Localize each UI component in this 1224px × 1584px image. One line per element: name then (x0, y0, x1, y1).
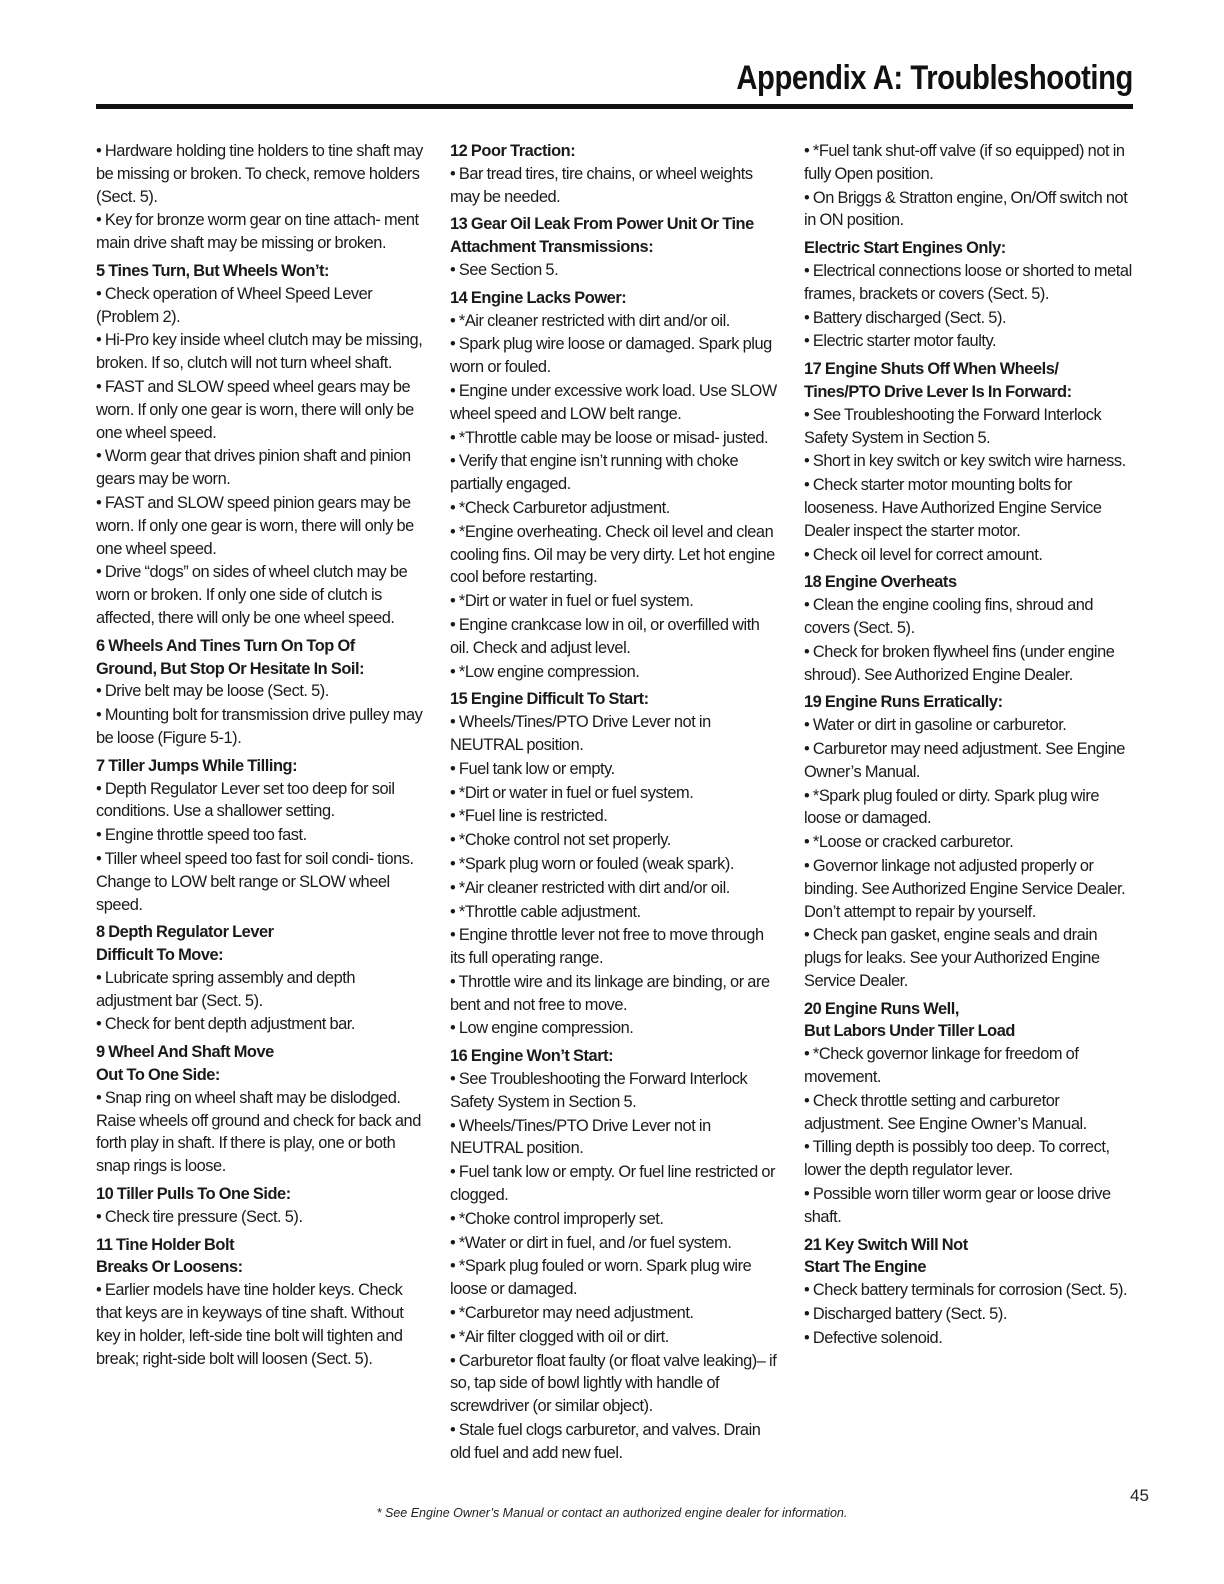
heading-line: Out To One Side: (96, 1066, 220, 1085)
list-item: • *Low engine compression. (450, 662, 640, 681)
heading-line: Start The Engine (804, 1258, 927, 1277)
list-item: • See Troubleshooting the Forward Interlock Safety System in Section 5. (804, 405, 1102, 447)
list-item: • *Water or dirt in fuel, and /or fuel system. (450, 1233, 732, 1252)
heading-line: 15 Engine Difficult To Start: (450, 690, 649, 709)
heading-line: 13 Gear Oil Leak From Power Unit Or Tine (450, 215, 754, 234)
heading-line: 8 Depth Regulator Lever (96, 923, 274, 942)
heading-line: 21 Key Switch Will Not (804, 1235, 968, 1254)
list-item: • Governor linkage not adjusted properly or binding. See Authorized Engine Service Dealer. Don’t attempt to repair by yourself. (804, 856, 1126, 921)
column-1 (96, 140, 426, 1371)
section-heading (804, 691, 1134, 714)
list-item: • On Briggs & Stratton engine, On/Off switch not in ON position. (804, 188, 1128, 230)
list-item: • Engine throttle lever not free to move through its full operating range. (450, 926, 764, 968)
list-item: • Key for bronze worm gear on tine attach- ment main drive shaft may be missing or broken. (96, 211, 419, 253)
page-header (96, 58, 1133, 109)
list-item: • Worm gear that drives pinion shaft and pinion gears may be worn. (96, 447, 411, 489)
list-item: • Short in key switch or key switch wire harness. (804, 452, 1126, 471)
list-item: • *Spark plug worn or fouled (weak spark). (450, 854, 734, 873)
list-item: • Wheels/Tines/PTO Drive Lever not in NEUTRAL position. (450, 1116, 711, 1158)
list-item: • Fuel tank low or empty. (450, 759, 615, 778)
heading-line: 6 Wheels And Tines Turn On Top Of (96, 636, 355, 655)
list-item: • *Air cleaner restricted with dirt and/or oil. (450, 311, 730, 330)
list-item: • *Throttle cable adjustment. (450, 902, 641, 921)
list-item: • Electric starter motor faulty. (804, 332, 997, 351)
list-item: • Check for bent depth adjustment bar. (96, 1015, 355, 1034)
list-item: • Mounting bolt for transmission drive pulley may be loose (Figure 5-1). (96, 706, 423, 747)
section-heading (450, 688, 780, 711)
heading-line: 20 Engine Runs Well, (804, 999, 959, 1018)
section-heading (804, 358, 1134, 404)
list-item: • FAST and SLOW speed pinion gears may be worn. If only one gear is worn, there will only be one wheel speed. (96, 493, 414, 558)
list-item: • Carburetor may need adjustment. See Engine Owner’s Manual. (804, 739, 1125, 781)
list-item: • Drive “dogs” on sides of wheel clutch may be worn or broken. If only one side of clutch is affected, there will only be one wheel speed. (96, 563, 408, 627)
heading-line: Tines/PTO Drive Lever Is In Forward: (804, 382, 1072, 401)
list-item: • *Carburetor may need adjustment. (450, 1304, 694, 1323)
list-item: • *Fuel tank shut-off valve (if so equipped) not in fully Open position. (804, 142, 1125, 183)
section-heading (96, 921, 426, 967)
section-heading (804, 571, 1134, 594)
list-item: • Throttle wire and its linkage are binding, or are bent and not free to move. (450, 972, 770, 1014)
heading-line: 16 Engine Won’t Start: (450, 1047, 614, 1066)
list-item: • Battery discharged (Sect. 5). (804, 308, 1007, 327)
list-item: • *Air filter clogged with oil or dirt. (450, 1327, 669, 1346)
list-item: • Lubricate spring assembly and depth adjustment bar (Sect. 5). (96, 968, 356, 1010)
header-rule (96, 104, 1133, 109)
list-item: • *Throttle cable may be loose or misad- justed. (450, 428, 769, 447)
list-item: • Low engine compression. (450, 1019, 634, 1038)
list-item: • *Dirt or water in fuel or fuel system. (450, 783, 694, 802)
heading-line: Ground, But Stop Or Hesitate In Soil: (96, 659, 365, 678)
heading-line: 19 Engine Runs Erratically: (804, 693, 1003, 712)
section-heading (96, 1041, 426, 1087)
page-number: 45 (1130, 1486, 1149, 1505)
list-item: • Drive belt may be loose (Sect. 5). (96, 682, 329, 701)
list-item: • Check starter motor mounting bolts for looseness. Have Authorized Engine Service Dealer inspect the starter motor. (804, 476, 1102, 540)
section-heading (96, 755, 426, 778)
heading-line: But Labors Under Tiller Load (804, 1022, 1015, 1041)
list-item: • Wheels/Tines/PTO Drive Lever not in NEUTRAL position. (450, 713, 711, 754)
list-item: • Engine crankcase low in oil, or overfilled with oil. Check and adjust level. (450, 615, 760, 657)
column-3 (804, 140, 1134, 1351)
heading-line: 10 Tiller Pulls To One Side: (96, 1185, 291, 1204)
list-item: • Earlier models have tine holder keys. Check that keys are in keyways of tine shaft. Without key in holder, left-side tine bolt will tighten and break; right-side bolt will loosen (Sect. 5). (96, 1281, 404, 1368)
list-item: • *Engine overheating. Check oil level and clean cooling fins. Oil may be very dirty. Let hot engine cool before restarting. (450, 522, 775, 587)
list-item: • Check pan gasket, engine seals and drain plugs for leaks. See your Authorized Engine Service Dealer. (804, 926, 1100, 990)
list-item: • Check battery terminals for corrosion (Sect. 5). (804, 1281, 1128, 1300)
list-item: • Carburetor float faulty (or float valve leaking)– if so, tap side of bowl lightly with handle of screwdriver (or similar object). (450, 1351, 777, 1416)
list-item: • *Fuel line is restricted. (450, 807, 608, 826)
list-item: • Clean the engine cooling fins, shroud and covers (Sect. 5). (804, 596, 1094, 637)
list-item: • Bar tread tires, tire chains, or wheel weights may be needed. (450, 164, 753, 206)
heading-line: 17 Engine Shuts Off When Wheels/ (804, 360, 1059, 379)
list-item: • Hardware holding tine holders to tine shaft may be missing or broken. To check, remove holders (Sect. 5). (96, 142, 423, 206)
section-heading (450, 213, 780, 259)
list-item: • Electrical connections loose or shorted to metal frames, brackets or covers (Sect. 5). (804, 261, 1132, 303)
list-item: • *Choke control improperly set. (450, 1209, 664, 1228)
list-item: • *Spark plug fouled or worn. Spark plug wire loose or damaged. (450, 1257, 752, 1299)
footnote: * See Engine Owner’s Manual or contact an authorized engine dealer for information. (376, 1506, 848, 1520)
list-item: • *Dirt or water in fuel or fuel system. (450, 592, 694, 611)
list-item: • Fuel tank low or empty. Or fuel line restricted or clogged. (450, 1163, 776, 1205)
heading-line: 11 Tine Holder Bolt (96, 1235, 235, 1254)
list-item: • FAST and SLOW speed wheel gears may be worn. If only one gear is worn, there will only be one wheel speed. (96, 377, 414, 442)
list-item: • Check tire pressure (Sect. 5). (96, 1207, 303, 1226)
list-item: • Spark plug wire loose or damaged. Spark plug worn or fouled. (450, 335, 772, 377)
page-title: Appendix A: Troubleshooting (736, 59, 1133, 97)
heading-line: Electric Start Engines Only: (804, 239, 1006, 258)
list-item: • Check for broken flywheel fins (under engine shroud). See Authorized Engine Dealer. (804, 642, 1115, 684)
list-item: • *Loose or cracked carburetor. (804, 833, 1014, 852)
list-item: • Engine under excessive work load. Use SLOW wheel speed and LOW belt range. (450, 381, 777, 423)
list-item: • Depth Regulator Lever set too deep for soil conditions. Use a shallower setting. (96, 779, 395, 821)
section-heading (96, 635, 426, 681)
list-item: • See Section 5. (450, 260, 559, 279)
section-heading (804, 237, 1134, 260)
list-item: • Engine throttle speed too fast. (96, 826, 307, 845)
heading-line: 12 Poor Traction: (450, 142, 576, 160)
list-item: • Check operation of Wheel Speed Lever (Problem 2). (96, 284, 373, 326)
list-item: • Stale fuel clogs carburetor, and valves. Drain old fuel and add new fuel. (450, 1421, 761, 1462)
heading-line: 5 Tines Turn, But Wheels Won’t: (96, 261, 330, 280)
list-item: • Defective solenoid. (804, 1328, 943, 1347)
list-item: • Discharged battery (Sect. 5). (804, 1305, 1007, 1324)
section-heading (804, 998, 1134, 1044)
list-item: • Possible worn tiller worm gear or loose drive shaft. (804, 1185, 1111, 1226)
list-item: • Hi-Pro key inside wheel clutch may be missing, broken. If so, clutch will not turn wheel shaft. (96, 331, 423, 373)
heading-line: Attachment Transmissions: (450, 238, 654, 257)
list-item: • *Check governor linkage for freedom of movement. (804, 1045, 1079, 1087)
heading-line: 7 Tiller Jumps While Tilling: (96, 756, 298, 775)
section-heading (804, 1234, 1134, 1280)
section-heading (450, 287, 780, 310)
list-item: • See Troubleshooting the Forward Interlock Safety System in Section 5. (450, 1070, 748, 1111)
list-item: • Check throttle setting and carburetor adjustment. See Engine Owner’s Manual. (804, 1091, 1087, 1133)
section-heading (450, 140, 780, 163)
column-2 (450, 140, 780, 1466)
list-item: • *Spark plug fouled or dirty. Spark plug wire loose or damaged. (804, 786, 1100, 828)
list-item: • *Choke control not set properly. (450, 831, 671, 850)
section-heading (96, 260, 426, 283)
section-heading (450, 1045, 780, 1068)
list-item: • *Air cleaner restricted with dirt and/or oil. (450, 878, 730, 897)
heading-line: 18 Engine Overheats (804, 573, 957, 592)
heading-line: 14 Engine Lacks Power: (450, 288, 627, 307)
heading-line: 9 Wheel And Shaft Move (96, 1043, 274, 1062)
list-item: • Snap ring on wheel shaft may be dislodged. Raise wheels off ground and check for back and forth play in shaft. If there is play, one or both snap rings is loose. (96, 1088, 421, 1176)
list-item: • Tiller wheel speed too fast for soil condi- tions. Change to LOW belt range or SLOW wheel speed. (96, 849, 414, 914)
section-heading (96, 1183, 426, 1206)
heading-line: Difficult To Move: (96, 946, 224, 965)
list-item: • *Check Carburetor adjustment. (450, 498, 670, 517)
list-item: • Check oil level for correct amount. (804, 545, 1043, 564)
list-item: • Verify that engine isn’t running with choke partially engaged. (450, 452, 739, 494)
section-heading (96, 1234, 426, 1280)
heading-line: Breaks Or Loosens: (96, 1258, 243, 1277)
list-item: • Tilling depth is possibly too deep. To correct, lower the depth regulator lever. (804, 1138, 1110, 1180)
list-item: • Water or dirt in gasoline or carburetor. (804, 716, 1067, 735)
